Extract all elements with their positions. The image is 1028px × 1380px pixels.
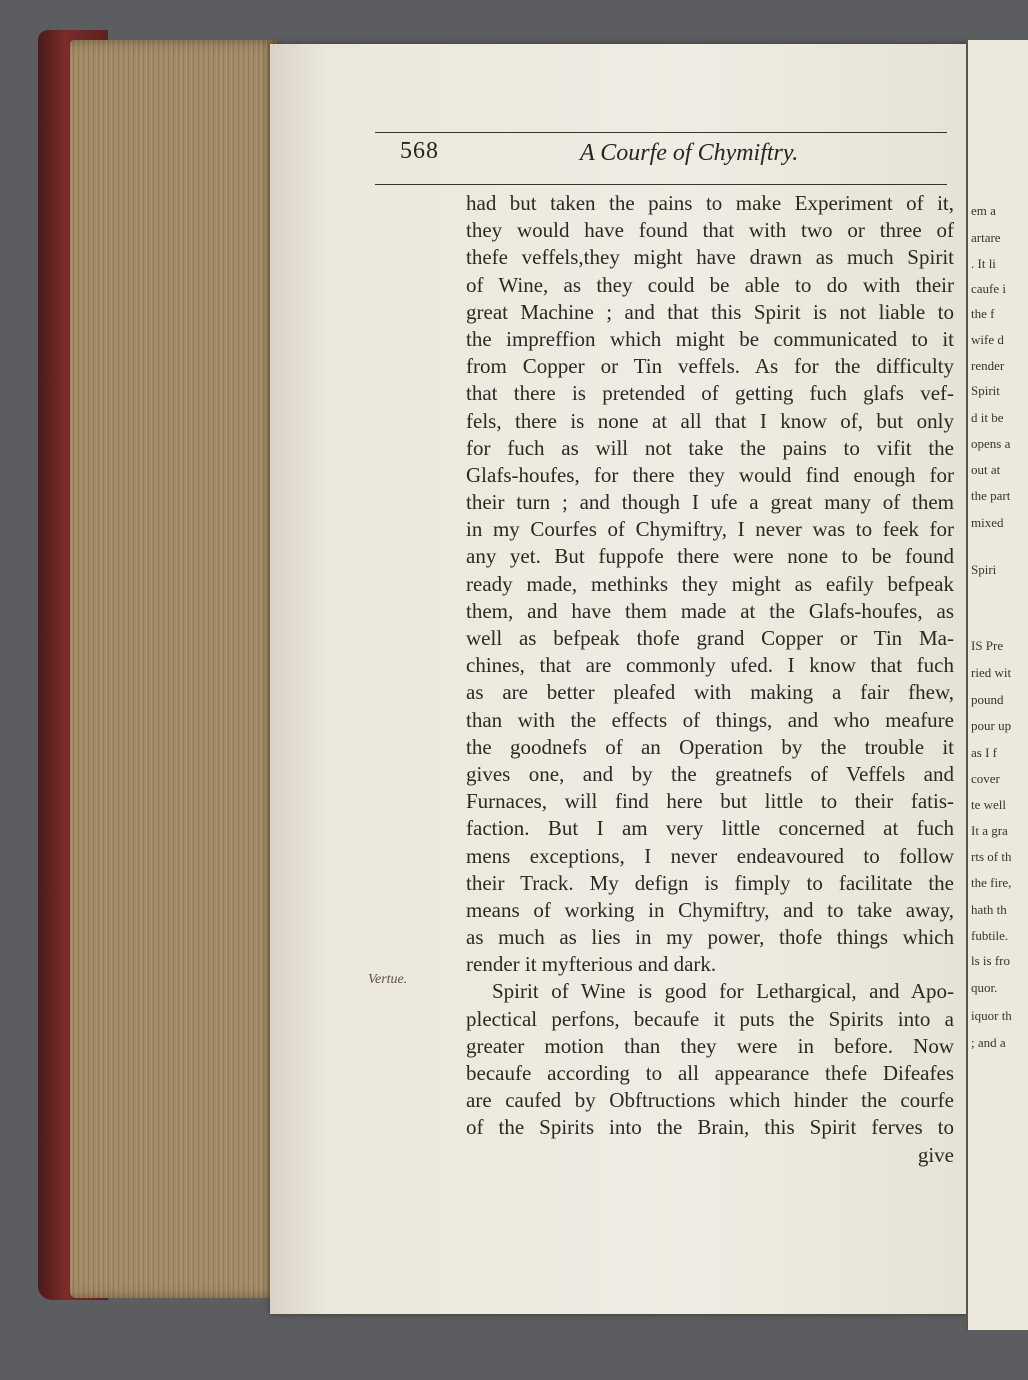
text-line: as are better pleafed with making a fair fhew, (466, 680, 954, 705)
marginal-note: Vertue. (368, 972, 408, 987)
text-line: the goodnefs of an Operation by the trouble it (466, 734, 954, 759)
facing-text-fragment: wife d (971, 332, 1004, 347)
facing-text-fragment: the part (971, 488, 1011, 503)
facing-text-fragment: pour up (971, 718, 1012, 733)
facing-text-fragment: out at (971, 462, 1001, 477)
text-line: render it myfterious and dark. (466, 952, 717, 977)
text-line: Glafs-houfes, for there they would find enough for (466, 462, 954, 487)
text-line: mens exceptions, I never endeavoured to follow (466, 843, 954, 868)
facing-text-fragment: mixed (971, 515, 1004, 530)
facing-text-fragment: IS Pre (971, 638, 1004, 653)
text-line: plectical perfons, becaufe it puts the Spirits into a (466, 1006, 954, 1031)
facing-text-fragment: fubtile. (971, 928, 1009, 943)
text-line: the impreffion which might be communicated to it (466, 326, 954, 351)
facing-text-fragment: as I f (971, 745, 997, 760)
facing-text-fragment: render (971, 358, 1005, 373)
text-line: give (917, 1142, 954, 1167)
facing-text-fragment: cover (971, 771, 1000, 786)
text-line: than with the effects of things, and who meafure (466, 707, 954, 732)
text-line: that there is pretended of getting fuch glafs vef- (466, 381, 954, 406)
page-number: 568 (400, 138, 439, 164)
facing-page (966, 40, 1028, 1330)
text-line: of the Spirits into the Brain, this Spirit ferves to (466, 1115, 954, 1140)
facing-text-fragment: Spiri (971, 562, 997, 577)
text-line: they would have found that with two or three of (466, 218, 954, 243)
text-line: fels, there is none at all that I know of, but only (466, 408, 954, 433)
facing-text-fragment: ls is fro (971, 953, 1010, 968)
text-line: well as befpeak thofe grand Copper or Tin Ma- (466, 626, 954, 650)
text-line: Furnaces, will find here but little to their fatis- (466, 789, 954, 814)
facing-text-fragment: rts of th (971, 849, 1012, 864)
text-line: great Machine ; and that this Spirit is not liable to (466, 299, 954, 324)
facing-text-fragment: pound (971, 692, 1004, 707)
facing-text-fragment: te well (971, 797, 1007, 812)
text-line: gives one, and by the greatnefs of Veffels and (466, 761, 954, 786)
facing-text-fragment: It a gra (971, 823, 1008, 838)
body-text (466, 190, 954, 1169)
text-line: in my Courfes of Chymiftry, I never was to feek for (466, 517, 954, 542)
text-line: their Track. My defign is fimply to facilitate the (466, 870, 954, 895)
text-line: becaufe according to all appearance thefe Difeafes (466, 1061, 954, 1085)
text-line: had but taken the pains to make Experiment of it, (466, 191, 954, 215)
facing-text-fragment: hath th (971, 902, 1007, 917)
facing-text-fragment: the f (971, 306, 995, 321)
header-rule-bottom (375, 184, 947, 185)
text-line: from Copper or Tin veffels. As for the difficulty (466, 354, 954, 379)
text-line: thefe veffels,they might have drawn as much Spirit (466, 245, 954, 270)
facing-text-fragment: quor. (971, 980, 998, 995)
facing-text-fragment: opens a (971, 436, 1011, 451)
text-line: chines, that are commonly ufed. I know that fuch (466, 653, 954, 678)
facing-text-fragment: ; and a (971, 1035, 1006, 1050)
text-line: them, and have them made at the Glafs-houfes, as (466, 598, 954, 623)
facing-text-fragment: ried wit (971, 665, 1012, 680)
text-line: as much as lies in my power, thofe things which (466, 925, 954, 950)
text-line: means of working in Chymiftry, and to take away, (466, 897, 954, 922)
facing-text-fragment: artare (971, 230, 1001, 245)
text-line: Spirit of Wine is good for Lethargical, and Apo- (492, 979, 954, 1004)
text-line: greater motion than they were in before. Now (466, 1033, 954, 1058)
facing-text-fragment: d it be (971, 410, 1004, 425)
facing-text-fragment: em a (971, 203, 996, 218)
facing-text-fragment: iquor th (971, 1008, 1012, 1023)
text-line: ready made, methinks they might as eafily befpeak (466, 571, 954, 596)
text-line: for fuch as will not take the pains to vifit the (466, 435, 954, 460)
facing-text-fragment: caufe i (971, 281, 1007, 296)
text-line: any yet. But fuppofe there were none to be found (466, 544, 954, 569)
page-fore-edge (70, 40, 280, 1298)
facing-text-fragment: the fire, (971, 875, 1012, 890)
text-line: are caufed by Obftructions which hinder the courfe (466, 1088, 954, 1113)
text-line: their turn ; and though I ufe a great many of them (466, 490, 954, 515)
header-rule-top (375, 132, 947, 133)
running-title: A Courfe of Chymiftry. (580, 140, 799, 166)
text-line: faction. But I am very little concerned at fuch (466, 816, 954, 841)
facing-text-fragment: Spirit (971, 383, 1000, 398)
text-line: of Wine, as they could be able to do with their (466, 272, 954, 297)
facing-text-fragment: . It li (971, 256, 996, 271)
